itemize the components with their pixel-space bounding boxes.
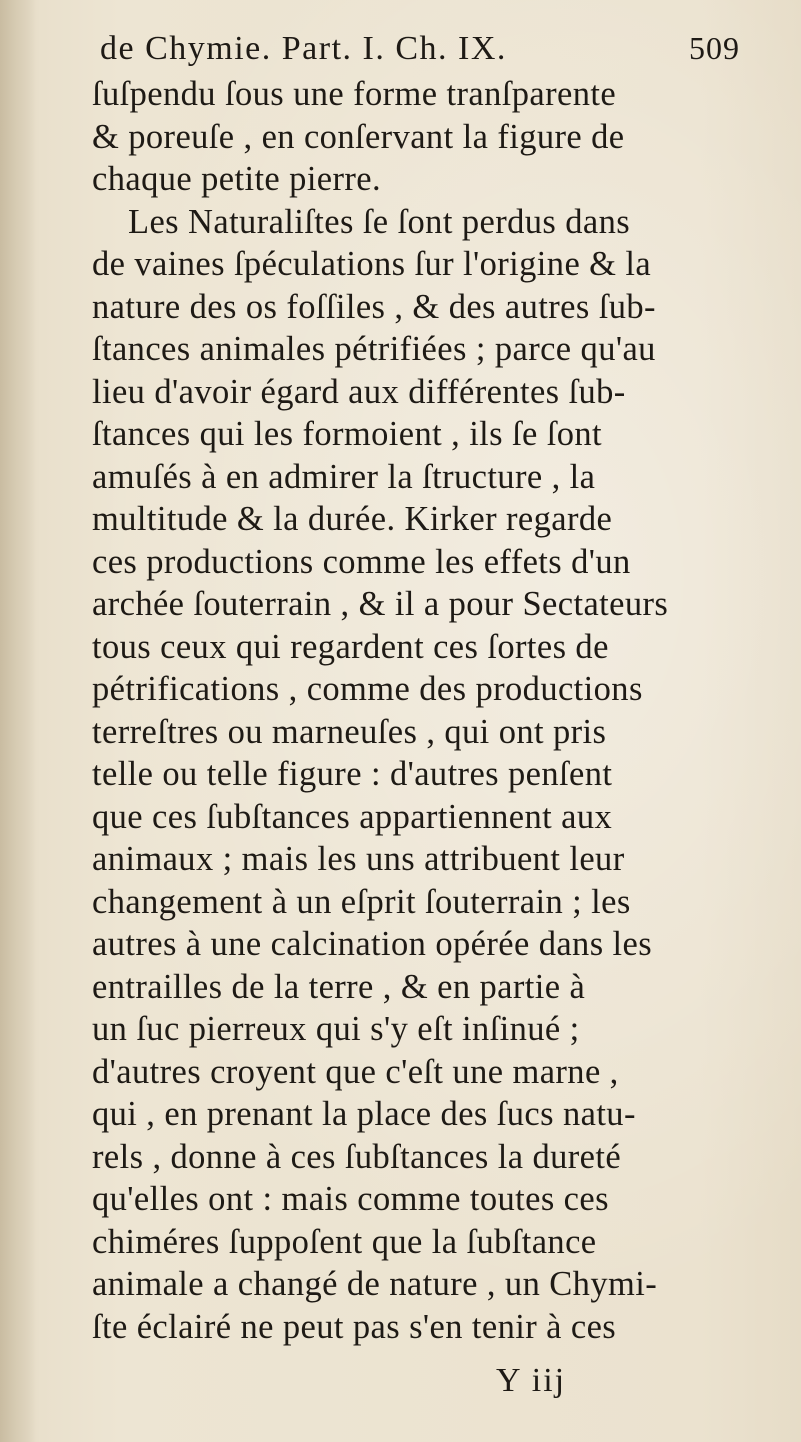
text-line: que ces ſubſtances appartiennent aux (92, 797, 613, 836)
text-line: chiméres ſuppoſent que la ſubſtance (92, 1222, 597, 1261)
text-line: Les Naturaliſtes ſe ſont perdus dans (128, 202, 631, 241)
text-line: ſtances qui les formoient , ils ſe ſont (92, 415, 603, 453)
text-line: un ſuc pierreux qui s'y eſt inſinué ; (92, 1010, 580, 1048)
text-line: changement à un eſprit ſouterrain ; les (92, 882, 631, 921)
text-line: telle ou telle figure : d'autres penſent (92, 755, 613, 793)
text-line: pétrifications , comme des productions (92, 670, 643, 708)
text-line: ſtances animales pétrifiées ; parce qu'au (92, 330, 656, 368)
text-line: & poreuſe , en conſervant la figure de (92, 117, 625, 156)
page-number: 509 (689, 30, 740, 66)
text-line: entrailles de la terre , & en partie à (92, 967, 586, 1006)
text-line: animale a changé de nature , un Chymi- (92, 1265, 658, 1303)
signature-mark: Y iij (496, 1362, 567, 1399)
text-line: autres à une calcination opérée dans les (92, 925, 653, 963)
running-head-title: de Chymie. Part. I. Ch. IX. (100, 30, 507, 67)
text-line: tous ceux qui regardent ces ſortes de (92, 627, 609, 666)
text-line: d'autres croyent que c'eſt une marne , (92, 1052, 619, 1091)
page-gutter-shadow (0, 0, 36, 1442)
text-line: amuſés à en admirer la ſtructure , la (92, 457, 596, 496)
text-line: qui , en prenant la place des ſucs natu- (92, 1095, 636, 1133)
text-line: qu'elles ont : mais comme toutes ces (92, 1180, 609, 1218)
text-line: ſte éclairé ne peut pas s'en tenir à ces (92, 1307, 617, 1346)
text-line: ces productions comme les effets d'un (92, 542, 631, 581)
text-line: multitude & la durée. Kirker regarde (92, 500, 613, 538)
text-line: de vaines ſpéculations ſur l'origine & la (92, 245, 652, 283)
text-line: nature des os foſſiles , & des autres ſub- (92, 287, 656, 326)
text-line: animaux ; mais les uns attribuent leur (92, 840, 625, 878)
running-head (100, 26, 740, 70)
text-line: ſuſpendu ſous une forme tranſparente (92, 75, 617, 113)
text-line: archée ſouterrain , & il a pour Sectateurs (92, 585, 669, 623)
text-line: rels , donne à ces ſubſtances la dureté (92, 1137, 622, 1176)
text-line: lieu d'avoir égard aux différentes ſub- (92, 372, 626, 411)
text-line: terreſtres ou marneuſes , qui ont pris (92, 712, 607, 751)
text-line: chaque petite pierre. (92, 160, 382, 198)
